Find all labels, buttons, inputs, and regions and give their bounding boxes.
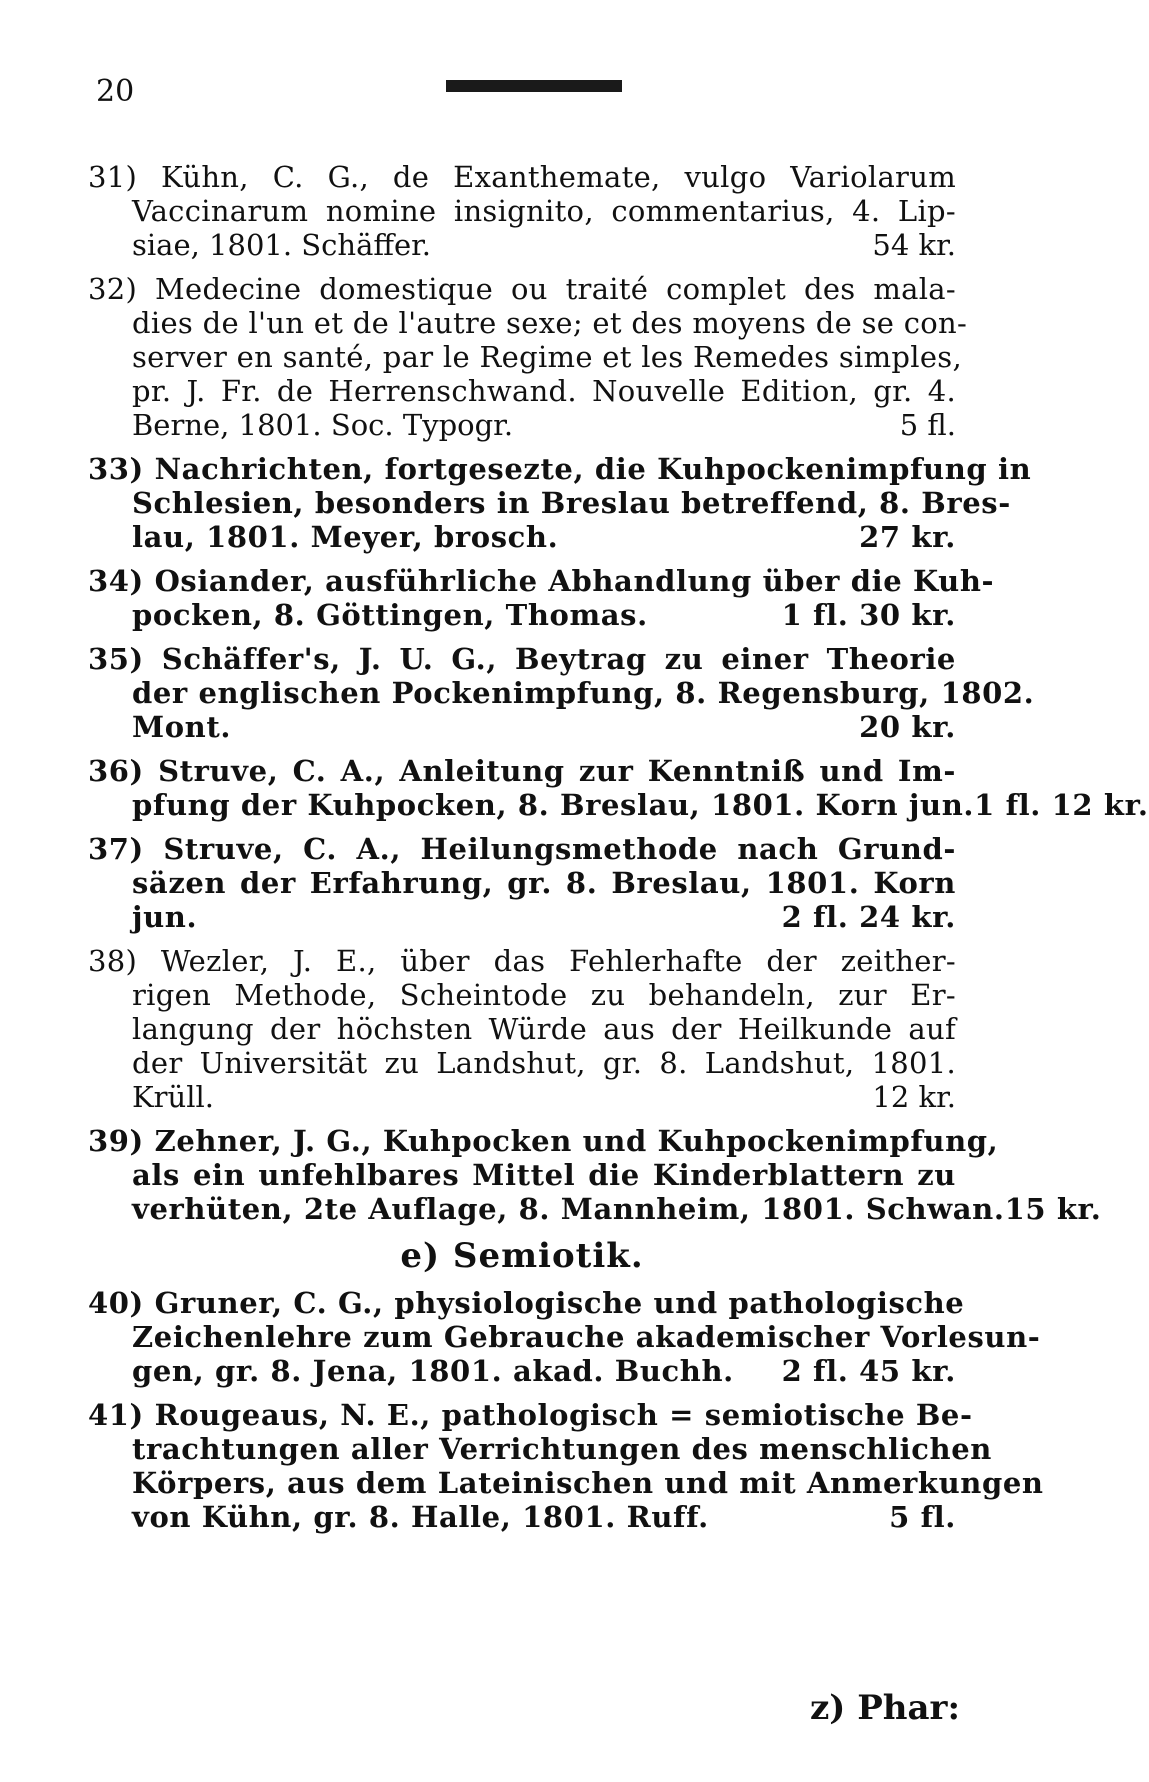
entry-price: 5 fl. bbox=[899, 408, 956, 442]
entry-last-row bbox=[132, 1354, 956, 1388]
entry-price: 27 kr. bbox=[859, 520, 956, 554]
bibliography-entry bbox=[88, 564, 995, 632]
entry-price: 20 kr. bbox=[859, 710, 956, 744]
entry-last-row bbox=[132, 598, 956, 632]
bibliography-list bbox=[88, 160, 1149, 1544]
entry-line: der englischen Pockenimpfung, 8. Regensburg, 1802. bbox=[132, 676, 1035, 710]
bibliography-entry bbox=[88, 754, 1149, 822]
entry-line: Mont. bbox=[132, 710, 232, 744]
entry-line: 39) Zehner, J. G., Kuhpocken und Kuhpockenimpfung, bbox=[88, 1124, 999, 1158]
entry-line: 32) Medecine domestique ou traité complet des mala- bbox=[88, 272, 956, 306]
entry-line: von Kühn, gr. 8. Halle, 1801. Ruff. bbox=[132, 1500, 709, 1534]
section-heading: e) Semiotik. bbox=[400, 1236, 644, 1276]
entry-line: dies de l'un et de l'autre sexe; et des moyens de se con- bbox=[132, 306, 968, 340]
entry-line: pocken, 8. Göttingen, Thomas. bbox=[132, 598, 648, 632]
entry-last-row bbox=[132, 1500, 956, 1534]
bibliography-entry bbox=[88, 642, 1035, 744]
entry-line: Krüll. bbox=[132, 1080, 214, 1114]
entry-price: 54 kr. bbox=[872, 228, 956, 262]
entry-last-row bbox=[132, 710, 956, 744]
entry-price: 12 kr. bbox=[872, 1080, 956, 1114]
entry-line: 37) Struve, C. A., Heilungsmethode nach Grund- bbox=[88, 832, 956, 866]
entry-line: gen, gr. 8. Jena, 1801. akad. Buchh. bbox=[132, 1354, 734, 1388]
entry-line: jun. bbox=[132, 900, 198, 934]
bibliography-entry bbox=[88, 160, 956, 262]
entry-price: 1 fl. 30 kr. bbox=[781, 598, 956, 632]
entry-line: verhüten, 2te Auflage, 8. Mannheim, 1801. Schwan. bbox=[132, 1192, 1005, 1226]
entries-group-2 bbox=[88, 1286, 1044, 1534]
entry-line: langung der höchsten Würde aus der Heilkunde auf bbox=[132, 1012, 956, 1046]
entry-last-row bbox=[132, 1080, 956, 1114]
entry-last-row bbox=[132, 408, 956, 442]
entry-line: 31) Kühn, C. G., de Exanthemate, vulgo Variolarum bbox=[88, 160, 956, 194]
entry-line: pfung der Kuhpocken, 8. Breslau, 1801. Korn jun. bbox=[132, 788, 975, 822]
entry-line: 38) Wezler, J. E., über das Fehlerhafte der zeither- bbox=[88, 944, 956, 978]
entry-line: Schlesien, besonders in Breslau betreffend, 8. Bres- bbox=[132, 486, 1011, 520]
entry-last-row bbox=[132, 788, 1149, 822]
entry-price: 1 fl. 12 kr. bbox=[974, 788, 1149, 822]
entry-line: Vaccinarum nomine insignito, commentarius, 4. Lip- bbox=[132, 194, 956, 228]
entry-line: lau, 1801. Meyer, brosch. bbox=[132, 520, 559, 554]
page-number: 20 bbox=[96, 74, 135, 109]
entry-price: 5 fl. bbox=[889, 1500, 956, 1534]
entry-line: säzen der Erfahrung, gr. 8. Breslau, 1801. Korn bbox=[132, 866, 956, 900]
entry-last-row bbox=[132, 900, 956, 934]
entry-price: 2 fl. 45 kr. bbox=[781, 1354, 956, 1388]
bibliography-entry bbox=[88, 452, 1032, 554]
entries-group-1 bbox=[88, 160, 1149, 1226]
entry-line: Zeichenlehre zum Gebrauche akademischer Vorlesun- bbox=[132, 1320, 1041, 1354]
entry-line: 41) Rougeaus, N. E., pathologisch = semiotische Be- bbox=[88, 1398, 973, 1432]
entry-line: trachtungen aller Verrichtungen des menschlichen bbox=[132, 1432, 992, 1466]
entry-last-row bbox=[132, 228, 956, 262]
bibliography-entry bbox=[88, 1286, 1041, 1388]
entry-line: Berne, 1801. Soc. Typogr. bbox=[132, 408, 514, 442]
bibliography-entry bbox=[88, 1124, 1102, 1226]
catchword: z) Phar: bbox=[809, 1688, 960, 1728]
entry-line: 34) Osiander, ausführliche Abhandlung über die Kuh- bbox=[88, 564, 995, 598]
bibliography-entry bbox=[88, 272, 968, 442]
bibliography-entry bbox=[88, 1398, 1044, 1534]
entry-price: 2 fl. 24 kr. bbox=[781, 900, 956, 934]
entry-line: Körpers, aus dem Lateinischen und mit Anmerkungen bbox=[132, 1466, 1044, 1500]
entry-price: 15 kr. bbox=[1004, 1192, 1102, 1226]
entry-line: server en santé, par le Regime et les Remedes simples, bbox=[132, 340, 963, 374]
entry-line: rigen Methode, Scheintode zu behandeln, zur Er- bbox=[132, 978, 956, 1012]
entry-line: siae, 1801. Schäffer. bbox=[132, 228, 432, 262]
bibliography-entry bbox=[88, 944, 956, 1114]
bibliography-entry bbox=[88, 832, 956, 934]
entry-line: 36) Struve, C. A., Anleitung zur Kenntniß und Im- bbox=[88, 754, 956, 788]
entry-last-row bbox=[132, 1192, 1102, 1226]
entry-last-row bbox=[132, 520, 956, 554]
entry-line: 35) Schäffer's, J. U. G., Beytrag zu einer Theorie bbox=[88, 642, 956, 676]
entry-line: als ein unfehlbares Mittel die Kinderblattern zu bbox=[132, 1158, 956, 1192]
entry-line: 40) Gruner, C. G., physiologische und pathologische bbox=[88, 1286, 965, 1320]
header-rule bbox=[446, 80, 622, 92]
entry-line: 33) Nachrichten, fortgesezte, die Kuhpockenimpfung in bbox=[88, 452, 1032, 486]
entry-line: der Universität zu Landshut, gr. 8. Landshut, 1801. bbox=[132, 1046, 956, 1080]
entry-line: pr. J. Fr. de Herrenschwand. Nouvelle Edition, gr. 4. bbox=[132, 374, 956, 408]
